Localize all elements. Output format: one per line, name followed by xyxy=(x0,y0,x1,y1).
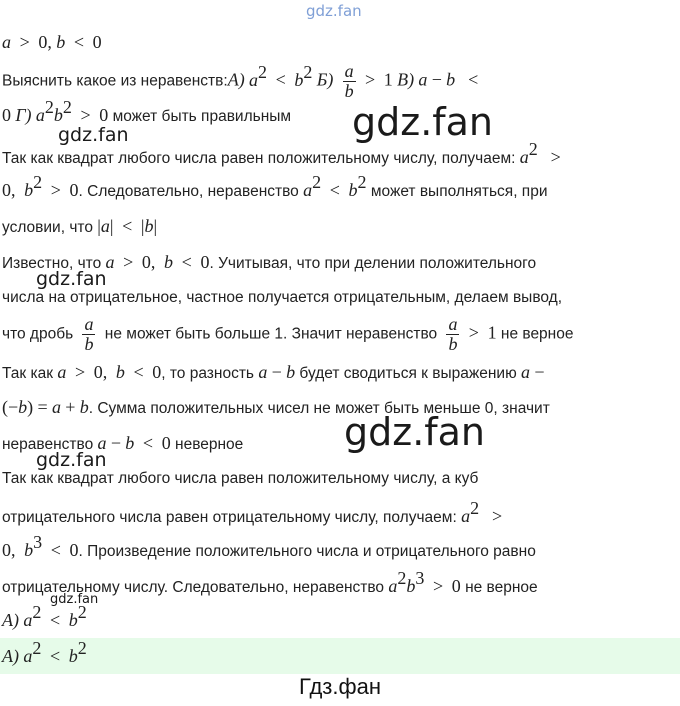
p2-line-2: числа на отрицательное, частное получается отрицательным, делаем вывод, xyxy=(2,289,563,306)
task-line-2: 0 Г) $a^2b^2 > 0$ может быть правильным xyxy=(2,97,292,125)
p4-line-2: отрицательного числа равен отрицательному числу, получаем: $a^2$ > xyxy=(2,498,503,526)
watermark-big-2: gdz.fan xyxy=(344,410,486,454)
p1-line-2: 0, $b^2 > 0$. Следовательно, неравенство $a^2 < b^2$ может выполняться, при xyxy=(2,172,548,200)
fraction-a-over-b-2: $\frac{a}{b}$ xyxy=(84,314,94,354)
watermark-big-1: gdz.fan xyxy=(352,100,494,144)
watermark-top: gdz.fan xyxy=(306,2,362,20)
fraction-a-over-b-3: $\frac{a}{b}$ xyxy=(448,314,458,354)
p3-line-3: неравенство a − b < 0 неверное xyxy=(2,433,244,453)
p1-line-1: Так как квадрат любого числа равен положительному числу, получаем: $a^2$ > xyxy=(2,139,561,167)
answer-highlight-text: А) $a^2 < b^2$ xyxy=(2,638,87,666)
watermark-med-3: gdz.fan xyxy=(36,449,107,471)
p1-line-3: условии, что |a| < |b| xyxy=(2,216,158,236)
p2-line-3: что дробь $\frac{a}{b}$ не может быть больше 1. Значит неравенство $\frac{a}{b}$ > 1 не верное xyxy=(2,314,574,354)
p3-line-2: (−b) = a + b. Сумма положительных чисел не может быть меньше 0, значит xyxy=(2,397,550,417)
watermark-small: gdz.fan xyxy=(50,592,99,607)
answer-highlight-bar xyxy=(0,638,680,674)
condition-line: a > 0, b < 0 xyxy=(2,32,102,52)
watermark-med-1: gdz.fan xyxy=(58,124,129,146)
fraction-a-over-b: $\frac{a}{b}$ xyxy=(344,61,354,101)
watermark-med-2: gdz.fan xyxy=(36,268,107,290)
p2-line-1: Известно, что a > 0, b < 0. Учитывая, что при делении положительного xyxy=(2,252,537,272)
footer-site-name: Гдз.фан xyxy=(299,674,381,699)
p3-line-1: Так как a > 0, b < 0, то разность a − b будет сводиться к выражению a − xyxy=(2,362,545,382)
p4-line-1: Так как квадрат любого числа равен положительному числу, а куб xyxy=(2,470,479,487)
p4-line-4: отрицательному числу. Следовательно, неравенство $a^2b^3 > 0$ не верное xyxy=(2,568,538,596)
answer-line: А) $a^2 < b^2$ xyxy=(2,602,87,630)
task-line-1: Выяснить какое из неравенств:А) $a^2 < b^2$ Б) $\frac{a}{b}$ > 1 В) a − b < xyxy=(2,61,479,101)
p4-line-3: 0, $b^3 < 0$. Произведение положительного числа и отрицательного равно xyxy=(2,532,536,560)
